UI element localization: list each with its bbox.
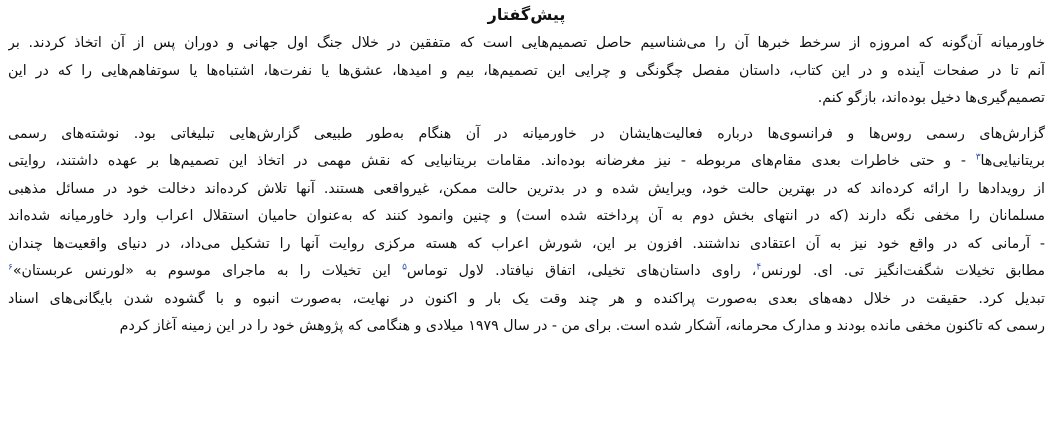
text-line bbox=[8, 258, 1045, 286]
text-segment: رسمی که تاکنون مخفی مانده بودند و مدارک محرمانه، آشکار شده است. برای من - در سال ۱۹۷۹ میلادی و هنگامی که پژوهش خود را در این زمینه آغاز کردم bbox=[119, 318, 1045, 334]
text-segment: تبدیل کرد. حقیقت در خلال دهه‌های بعدی به‌صورت پراکنده و هر چند وقت یک بار و اکنون در نهایت، به‌صورت انبوه و با گشوده شدن بایگانی‌های اسناد bbox=[8, 290, 1045, 307]
paragraph bbox=[8, 121, 1045, 341]
text-segment: خاورمیانه آن‌گونه که امروزه از سرخط خبرها آن را می‌شناسیم حاصل تصمیم‌هایی است که متفقین در خلال جنگ اول جهانی و دوران پس از آن اتخاذ کردند. بر bbox=[8, 35, 1045, 51]
text-line bbox=[8, 121, 1045, 149]
text-line bbox=[8, 58, 1045, 86]
footnote-marker[interactable]: ۳ bbox=[975, 152, 981, 163]
text-line bbox=[8, 313, 1045, 341]
text-line bbox=[8, 30, 1045, 58]
text-segment: گزارش‌های رسمی روس‌ها و فرانسوی‌ها درباره فعالیت‌هایشان در خاورمیانه در آن هنگام به‌طور طبیعی گزارش‌هایی تبلیغاتی بود. نوشته‌های رسمی bbox=[8, 125, 1045, 142]
text-segment: مطابق تخیلات شگفت‌انگیز تی. ای. لورنس bbox=[761, 263, 1045, 279]
text-segment: این تخیلات را به ماجرای موسوم به «لورنس عربستان» bbox=[12, 263, 403, 279]
text-line bbox=[8, 176, 1045, 204]
footnote-marker[interactable]: ۴ bbox=[756, 262, 762, 273]
text-segment: - آرمانی که در واقع خود نیز به آن اعتقادی نداشتند. افزون بر این، شورش اعراب که هسته مرکزی روایت آنها را تشکیل می‌داد، در دنیای واقعیت‌ها چندان bbox=[8, 235, 1045, 252]
text-segment: بریتانیایی‌ها bbox=[980, 153, 1045, 169]
document-page bbox=[8, 2, 1045, 439]
page-title: پیش‌گفتار bbox=[487, 5, 566, 24]
footnote-marker[interactable]: ۶ bbox=[8, 262, 13, 273]
text-segment: - و حتی خاطرات بعدی مقام‌های مربوطه - نیز مغرضانه بوده‌اند. مقامات بریتانیایی که نقش مهمی در اتخاذ این تصمیم‌ها بر عهده داشتند، روایتی bbox=[8, 153, 976, 169]
text-segment: تصمیم‌گیری‌ها دخیل بوده‌اند، بازگو کنم. bbox=[817, 90, 1045, 106]
footnote-marker[interactable]: ۵ bbox=[402, 262, 407, 273]
document-body bbox=[8, 30, 1045, 341]
text-line bbox=[8, 85, 1045, 113]
text-segment: ، راوی داستان‌های تخیلی، اتفاق نیافتاد. لاول توماس bbox=[406, 263, 757, 279]
text-line bbox=[8, 231, 1045, 259]
text-line bbox=[8, 148, 1045, 176]
text-segment: از رویدادها را ارائه کرده‌اند که در بهترین حالت خود، ویرایش شده و در بدترین حالت ممکن، غیرواقعی هستند. آنها تلاش کرده‌اند دخالت خود در مسائل مذهبی bbox=[8, 180, 1045, 197]
text-segment: آنم تا در صفحات آینده و در این کتاب، داستان مفصل چگونگی و چرایی این تصمیم‌ها، بیم و امیدها، عشق‌ها یا نفرت‌ها، اشتباه‌ها یا سوتفاهم‌هایی را که در این bbox=[8, 62, 1045, 79]
text-line bbox=[8, 203, 1045, 231]
text-line bbox=[8, 286, 1045, 314]
paragraph bbox=[8, 30, 1045, 113]
text-segment: مسلمانان را مخفی نگه دارند (که در انتهای بخش دوم به آن پرداخته شده است) و چنین وانمود کنند که به‌عنوان حامیان استقلال اعراب وارد خاورمیانه شده‌اند bbox=[8, 208, 1045, 224]
